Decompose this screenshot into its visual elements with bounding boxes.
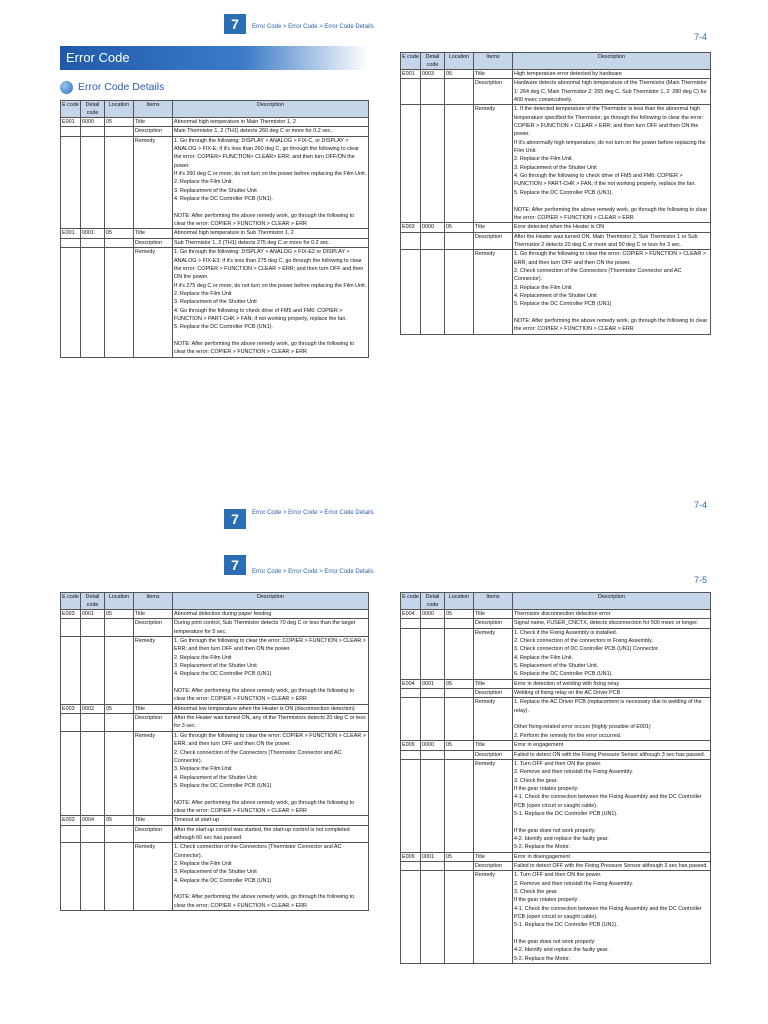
location-cell: 05 bbox=[105, 704, 134, 713]
detail-code-cell bbox=[421, 871, 445, 964]
table-row bbox=[401, 619, 711, 628]
table-header-row bbox=[401, 53, 711, 70]
column-header: Detail code bbox=[81, 101, 105, 118]
e-code-cell bbox=[401, 250, 421, 334]
e-code-cell bbox=[401, 619, 421, 628]
detail-code-cell bbox=[421, 619, 445, 628]
table-row bbox=[401, 698, 711, 741]
location-cell bbox=[105, 637, 134, 705]
detail-code-cell: 0002 bbox=[81, 704, 105, 713]
e-code-cell bbox=[401, 628, 421, 679]
e-code-cell: E009 bbox=[401, 852, 421, 861]
column-header: E code bbox=[61, 593, 81, 610]
detail-code-cell bbox=[81, 731, 105, 815]
subsection-title: Error Code Details bbox=[78, 81, 165, 93]
chapter-badge: 7 bbox=[224, 14, 246, 34]
table-row bbox=[401, 852, 711, 861]
page-number: 7-5 bbox=[694, 575, 708, 585]
description-cell: 1. Go through the following: DISPLAY > ANALOG > FIX-C, or DISPLAY > ANALOG > FIX-E; if it's less than 260 deg C, go through the following to clear the error: COPIER> FUNCTION> CLEAR> ERR; and then turn OFF/ON the power. If it's 260 deg C or more, do not turn on the power before replacing the Film Unit. 2. Replace the Film Unit. 3. Replacement of the Shutter Unit 4. Replace the DC Controller PCB (UN1). NOTE: After performing the above remedy work, go through the following to clear the error: COPIER > FUNCTION > CLEAR > ERR bbox=[173, 136, 369, 229]
description-cell: Abnormal detection during paper feeding bbox=[173, 610, 369, 619]
e-code-cell bbox=[61, 714, 81, 732]
column-header: Location bbox=[105, 593, 134, 610]
location-cell bbox=[445, 250, 474, 334]
table-header-row bbox=[61, 101, 369, 118]
e-code-cell bbox=[61, 843, 81, 911]
table-row bbox=[401, 741, 711, 750]
column-header: Description bbox=[173, 101, 369, 118]
location-cell: 05 bbox=[445, 852, 474, 861]
description-cell: After the start-up control was started, the start-up control is not completed although 60 sec has passed. bbox=[173, 825, 369, 843]
detail-code-cell bbox=[81, 238, 105, 247]
item-cell: Remedy bbox=[474, 250, 513, 334]
location-cell bbox=[105, 619, 134, 637]
table-row bbox=[61, 238, 369, 247]
description-cell: 1. Check if the Fixing Assembly is installed. 2. Check connection of the connectors in Fixing Assembly. 3. Check connection of DC Controller PCB (UN1) Connector. 4. Replace the Film Unit. 5. Replacement of the Shutter Unit. 6. Replace the DC Controller PCB (UN1). bbox=[513, 628, 711, 679]
column-header: Detail code bbox=[81, 593, 105, 610]
e-code-cell bbox=[61, 238, 81, 247]
e-code-cell bbox=[401, 79, 421, 105]
table-row bbox=[401, 679, 711, 688]
detail-code-cell bbox=[421, 759, 445, 852]
e-code-cell bbox=[401, 105, 421, 223]
description-cell: 1. Turn OFF and then ON the power. 2. Remove and then reinstall the Fixing Assembly. 3. Check the gear. If the gear rotates properly: 4-1. Check the connection between the Fixing Assembly and the DC Controller PCB (open circuit or caught cable). 5-1. Replace the DC Controller PCB (UN1). If the gear does not work properly: 4-2. Identify and replace the faulty gear. 5-2. Replace the Motor. bbox=[513, 871, 711, 964]
e-code-cell: E001 bbox=[401, 70, 421, 79]
error-table-p3-left bbox=[60, 592, 369, 911]
location-cell bbox=[445, 79, 474, 105]
item-cell: Title bbox=[474, 223, 513, 232]
location-cell bbox=[445, 105, 474, 223]
item-cell: Title bbox=[134, 118, 173, 127]
description-cell: 1. Replace the AC Driver PCB (replacement is necessary due to welding of the relay). Other fixing-related error occurs (highly possible of E001) 2. Perform the remedy for the error occurred. bbox=[513, 698, 711, 741]
detail-code-cell bbox=[81, 714, 105, 732]
location-cell: 05 bbox=[445, 223, 474, 232]
e-code-cell bbox=[401, 698, 421, 741]
detail-code-cell bbox=[81, 637, 105, 705]
e-code-cell: E004 bbox=[401, 679, 421, 688]
error-table-p3-right bbox=[400, 592, 711, 964]
description-cell: Failed to detect ON with the Fixing Pressure Sensor although 3 sec has passed. bbox=[513, 750, 711, 759]
detail-code-cell bbox=[81, 843, 105, 911]
detail-code-cell bbox=[81, 248, 105, 357]
table-row bbox=[61, 248, 369, 357]
detail-code-cell: 0000 bbox=[421, 741, 445, 750]
table-row bbox=[61, 704, 369, 713]
location-cell bbox=[445, 232, 474, 250]
column-header: Items bbox=[134, 593, 173, 610]
e-code-cell bbox=[61, 637, 81, 705]
location-cell: 05 bbox=[445, 741, 474, 750]
table-row bbox=[61, 610, 369, 619]
description-cell: 1. If the detected temperature of the Thermistor is less than the abnormal high temperature specified for Thermistor, go through the following to clear the error: COPIER > FUNCTION > CLEAR > ERR; and then turn OFF and then ON the power. If it's abnormally high temperature, do not turn on the power before replacing the Film Unit. 2. Replace the Film Unit. 3. Replacement of the Shutter Unit 4. Go through the following to check drive of FM5 and FM6: COPIER > FUNCTION > PART-CHK > FAN; if the not working properly, replace the fan. 5. Replace the DC Controller PCB (UN1). NOTE: After performing the above remedy work, go through the following to clear the error: COPIER > FUNCTION > CLEAR > ERR bbox=[513, 105, 711, 223]
item-cell: Title bbox=[134, 610, 173, 619]
location-cell: 05 bbox=[105, 610, 134, 619]
e-code-cell: E004 bbox=[401, 610, 421, 619]
e-code-cell bbox=[61, 248, 81, 357]
location-cell: 05 bbox=[445, 70, 474, 79]
description-cell: Welding of fixing relay on the AC Driver PCB bbox=[513, 689, 711, 698]
table-row bbox=[401, 861, 711, 870]
description-cell: 1. Go through the following: DISPLAY > ANALOG > FIX-E2 or DISPLAY > ANALOG > FIX-E3; if it's less than 275 deg C, go through the following to clear the error: COPIER > FUNCTION > CLEAR > ERR; and then turn OFF and then ON the power. If it's 275 deg C or more, do not turn on the power before replacing the Film Unit. 2. Replace the Film Unit 3. Replacement of the Shutter Unit 4. Go through the following to check drive of FM5 and FM6: COPIER > FUNCTION > PART-CHK > FAN; if not working properly, replace the fan. 5. Replace the DC Controller PCB (UN1). NOTE: After performing the above remedy work, go through the following to clear the error: COPIER > FUNCTION > CLEAR > ERR bbox=[173, 248, 369, 357]
description-cell: 1. Go through the following to clear the error: COPIER > FUNCTION > CLEAR > ERR; and then turn OFF and then ON the power. 2. Check connection of the Connectors (Thermistor Connector and AC Connector). 3. Replace the Film Unit 4. Replacement of the Shutter Unit 5. Replace the DC Controller PCB (UN1) NOTE: After performing the above remedy work, go through the following to clear the error: COPIER > FUNCTION > CLEAR > ERR bbox=[513, 250, 711, 334]
location-cell bbox=[445, 619, 474, 628]
description-cell: Abnormal high temperature in Main Thermistor 1, 2 bbox=[173, 118, 369, 127]
e-code-cell bbox=[61, 127, 81, 136]
description-cell: 1. Go through the following to clear the error: COPIER > FUNCTION > CLEAR > ERR; and then turn OFF and then ON the power. 2. Replace the Film Unit 3. Replacement of the Shutter Unit 4. Replace the DC Controller PCB (UN1) NOTE: After performing the above remedy work, go through the following to clear the error: COPIER > FUNCTION > CLEAR > ERR bbox=[173, 637, 369, 705]
detail-code-cell: 0000 bbox=[421, 610, 445, 619]
table-row bbox=[61, 843, 369, 911]
table-header-row bbox=[61, 593, 369, 610]
detail-code-cell bbox=[81, 619, 105, 637]
location-cell bbox=[445, 628, 474, 679]
item-cell: Description bbox=[134, 619, 173, 637]
error-table-p1-right bbox=[400, 52, 711, 335]
table-row bbox=[401, 79, 711, 105]
description-cell: Abnormal low temperature when the Heater is ON (disconnection detection) bbox=[173, 704, 369, 713]
item-cell: Remedy bbox=[474, 628, 513, 679]
location-cell bbox=[445, 698, 474, 741]
e-code-cell bbox=[61, 825, 81, 843]
description-cell: Error in disengagement bbox=[513, 852, 711, 861]
chapter-badge: 7 bbox=[224, 555, 246, 575]
e-code-cell bbox=[401, 861, 421, 870]
description-cell: Thermistor disconnection detection error bbox=[513, 610, 711, 619]
description-cell: 1. Turn OFF and then ON the power. 2. Remove and then reinstall the Fixing Assembly. 3. Check the gear. If the gear rotates properly: 4-1. Check the connection between the Fixing Assembly and the DC Controller PCB (open circuit or caught cable). 5-1. Replace the DC Controller PCB (UN1). If the gear does not work properly: 4-2. Identify and replace the faulty gear. 5-2. Replace the Motor. bbox=[513, 759, 711, 852]
detail-code-cell bbox=[421, 628, 445, 679]
detail-code-cell: 0000 bbox=[421, 223, 445, 232]
location-cell bbox=[445, 759, 474, 852]
table-row bbox=[61, 118, 369, 127]
column-header: Items bbox=[134, 101, 173, 118]
table-row bbox=[401, 250, 711, 334]
description-cell: High temperature error detected by hardware bbox=[513, 70, 711, 79]
description-cell: Timeout at start-up bbox=[173, 816, 369, 825]
detail-code-cell: 0001 bbox=[421, 679, 445, 688]
table-row bbox=[61, 714, 369, 732]
description-cell: Main Thermistor 1, 2 (TH1) detects 260 deg C or more for 0.2 sec. bbox=[173, 127, 369, 136]
column-header: Detail code bbox=[421, 53, 445, 70]
column-header: E code bbox=[401, 593, 421, 610]
detail-code-cell bbox=[421, 750, 445, 759]
e-code-cell: E003 bbox=[61, 816, 81, 825]
description-cell: 1. Go through the following to clear the error: COPIER > FUNCTION > CLEAR > ERR; and then turn OFF and then ON the power. 2. Check connection of the Connectors (Thermistor Connector and AC Connector). 3. Replace the Film Unit 4. Replacement of the Shutter Unit 5. Replace the DC Controller PCB (UN1) NOTE: After performing the above remedy work, go through the following to clear the error: COPIER > FUNCTION > CLEAR > ERR bbox=[173, 731, 369, 815]
detail-code-cell: 0001 bbox=[81, 610, 105, 619]
location-cell: 05 bbox=[105, 229, 134, 238]
e-code-cell: E009 bbox=[401, 741, 421, 750]
description-cell: Failed to detect OFF with the Fixing Pressure Sensor although 3 sec has passed. bbox=[513, 861, 711, 870]
description-cell: Hardware detects abnormal high temperature of the Thermistor (Main Thermistor 1: 264 deg C, Main Thermistor 2: 265 deg C, Sub Thermistor 1, 2: 280 deg C) for 400 msec consecutively. bbox=[513, 79, 711, 105]
table-row bbox=[61, 619, 369, 637]
item-cell: Title bbox=[474, 741, 513, 750]
description-cell: Error detected when the Heater is ON bbox=[513, 223, 711, 232]
column-header: Description bbox=[513, 593, 711, 610]
column-header: Detail code bbox=[421, 593, 445, 610]
item-cell: Title bbox=[134, 229, 173, 238]
location-cell bbox=[445, 861, 474, 870]
column-header: Location bbox=[445, 593, 474, 610]
table-row bbox=[401, 223, 711, 232]
detail-code-cell bbox=[421, 861, 445, 870]
column-header: Location bbox=[445, 53, 474, 70]
table-row bbox=[61, 731, 369, 815]
chapter-badge: 7 bbox=[224, 509, 246, 529]
item-cell: Description bbox=[134, 714, 173, 732]
column-header: Items bbox=[474, 593, 513, 610]
detail-code-cell bbox=[81, 127, 105, 136]
e-code-cell: E001 bbox=[61, 229, 81, 238]
item-cell: Remedy bbox=[134, 843, 173, 911]
table-row bbox=[401, 610, 711, 619]
location-cell: 05 bbox=[445, 679, 474, 688]
e-code-cell bbox=[61, 136, 81, 229]
table-row bbox=[61, 825, 369, 843]
section-banner: Error Code bbox=[60, 46, 368, 70]
table-row bbox=[401, 628, 711, 679]
item-cell: Remedy bbox=[474, 759, 513, 852]
item-cell: Remedy bbox=[474, 871, 513, 964]
item-cell: Remedy bbox=[134, 731, 173, 815]
e-code-cell bbox=[401, 232, 421, 250]
location-cell bbox=[105, 731, 134, 815]
table-row bbox=[61, 136, 369, 229]
location-cell bbox=[105, 825, 134, 843]
item-cell: Description bbox=[474, 689, 513, 698]
e-code-cell bbox=[61, 731, 81, 815]
description-cell: Error in detection of welding with fixing relay bbox=[513, 679, 711, 688]
breadcrumb[interactable]: Error Code > Error Code > Error Code Details bbox=[252, 24, 374, 30]
location-cell bbox=[445, 750, 474, 759]
detail-code-cell: 0001 bbox=[81, 229, 105, 238]
location-cell: 05 bbox=[105, 118, 134, 127]
detail-code-cell bbox=[81, 825, 105, 843]
detail-code-cell bbox=[421, 689, 445, 698]
table-row bbox=[61, 127, 369, 136]
table-row bbox=[401, 871, 711, 964]
detail-code-cell bbox=[421, 105, 445, 223]
table-row bbox=[401, 759, 711, 852]
table-row bbox=[401, 689, 711, 698]
table-row bbox=[61, 637, 369, 705]
e-code-cell bbox=[401, 871, 421, 964]
item-cell: Title bbox=[134, 816, 173, 825]
detail-code-cell bbox=[421, 79, 445, 105]
error-table-p1-left bbox=[60, 100, 369, 358]
table-row bbox=[401, 232, 711, 250]
table-row bbox=[401, 105, 711, 223]
item-cell: Description bbox=[474, 232, 513, 250]
location-cell bbox=[105, 136, 134, 229]
page-number: 7-4 bbox=[694, 500, 708, 510]
item-cell: Description bbox=[134, 127, 173, 136]
e-code-cell bbox=[61, 619, 81, 637]
table-row bbox=[61, 229, 369, 238]
item-cell: Remedy bbox=[474, 105, 513, 223]
column-header: Location bbox=[105, 101, 134, 118]
column-header: Description bbox=[513, 53, 711, 70]
description-cell: Abnormal high temperature in Sub Thermistor 1, 2 bbox=[173, 229, 369, 238]
column-header: Description bbox=[173, 593, 369, 610]
detail-code-cell bbox=[421, 232, 445, 250]
table-row bbox=[61, 816, 369, 825]
item-cell: Description bbox=[134, 825, 173, 843]
item-cell: Title bbox=[474, 610, 513, 619]
location-cell bbox=[105, 127, 134, 136]
table-row bbox=[401, 70, 711, 79]
description-cell: After the Heater was turned ON, Main Thermistor 2, Sub Thermistor 1 or Sub Thermistor 2 detects 20 deg C or more and 50 deg C or less for 3 sec. bbox=[513, 232, 711, 250]
breadcrumb[interactable]: Error Code > Error Code > Error Code Details bbox=[252, 510, 374, 516]
item-cell: Description bbox=[134, 238, 173, 247]
item-cell: Title bbox=[134, 704, 173, 713]
e-code-cell: E003 bbox=[401, 223, 421, 232]
location-cell bbox=[445, 689, 474, 698]
breadcrumb[interactable]: Error Code > Error Code > Error Code Details bbox=[252, 569, 374, 575]
location-cell bbox=[105, 238, 134, 247]
e-code-cell: E001 bbox=[61, 118, 81, 127]
column-header: Items bbox=[474, 53, 513, 70]
bullet-icon bbox=[60, 81, 73, 94]
detail-code-cell: 0003 bbox=[421, 70, 445, 79]
detail-code-cell: 0004 bbox=[81, 816, 105, 825]
e-code-cell bbox=[401, 759, 421, 852]
description-cell: 1. Check connection of the Connectors (Thermistor Connector and AC Connector). 2. Replace the Film Unit 3. Replacement of the Shutter Unit 4. Replace the DC Controller PCB (UN1) NOTE: After performing the above remedy work, go through the following to clear the error: COPIER > FUNCTION > CLEAR > ERR bbox=[173, 843, 369, 911]
column-header: E code bbox=[401, 53, 421, 70]
item-cell: Description bbox=[474, 79, 513, 105]
detail-code-cell bbox=[421, 698, 445, 741]
detail-code-cell bbox=[81, 136, 105, 229]
item-cell: Remedy bbox=[474, 698, 513, 741]
e-code-cell bbox=[401, 750, 421, 759]
page-number: 7-4 bbox=[694, 32, 708, 42]
description-cell: Error in engagement bbox=[513, 741, 711, 750]
description-cell: Signal name, FUSER_CNCTX, detects disconnection for 500 msec or longer. bbox=[513, 619, 711, 628]
item-cell: Description bbox=[474, 861, 513, 870]
column-header: E code bbox=[61, 101, 81, 118]
item-cell: Title bbox=[474, 852, 513, 861]
item-cell: Description bbox=[474, 619, 513, 628]
table-header-row bbox=[401, 593, 711, 610]
location-cell bbox=[105, 714, 134, 732]
detail-code-cell: 0001 bbox=[421, 852, 445, 861]
detail-code-cell: 0000 bbox=[81, 118, 105, 127]
item-cell: Title bbox=[474, 70, 513, 79]
item-cell: Remedy bbox=[134, 248, 173, 357]
location-cell: 05 bbox=[445, 610, 474, 619]
description-cell: During print control, Sub Thermistor detects 70 deg C or less than the target temperature for 5 sec. bbox=[173, 619, 369, 637]
detail-code-cell bbox=[421, 250, 445, 334]
location-cell bbox=[105, 248, 134, 357]
item-cell: Description bbox=[474, 750, 513, 759]
e-code-cell: E003 bbox=[61, 704, 81, 713]
description-cell: After the Heater was turned ON, any of the Thermistors detects 20 deg C or less for 3 sec. bbox=[174, 715, 368, 730]
item-cell: Remedy bbox=[134, 136, 173, 229]
location-cell: 05 bbox=[105, 816, 134, 825]
table-row bbox=[401, 750, 711, 759]
location-cell bbox=[445, 871, 474, 964]
location-cell bbox=[105, 843, 134, 911]
e-code-cell bbox=[401, 689, 421, 698]
e-code-cell: E003 bbox=[61, 610, 81, 619]
description-cell: Sub Thermistor 1, 2 (TH1) detects 275 deg C or more for 0.2 sec. bbox=[173, 238, 369, 247]
item-cell: Title bbox=[474, 679, 513, 688]
subsection-heading bbox=[60, 78, 164, 96]
item-cell: Remedy bbox=[134, 637, 173, 705]
